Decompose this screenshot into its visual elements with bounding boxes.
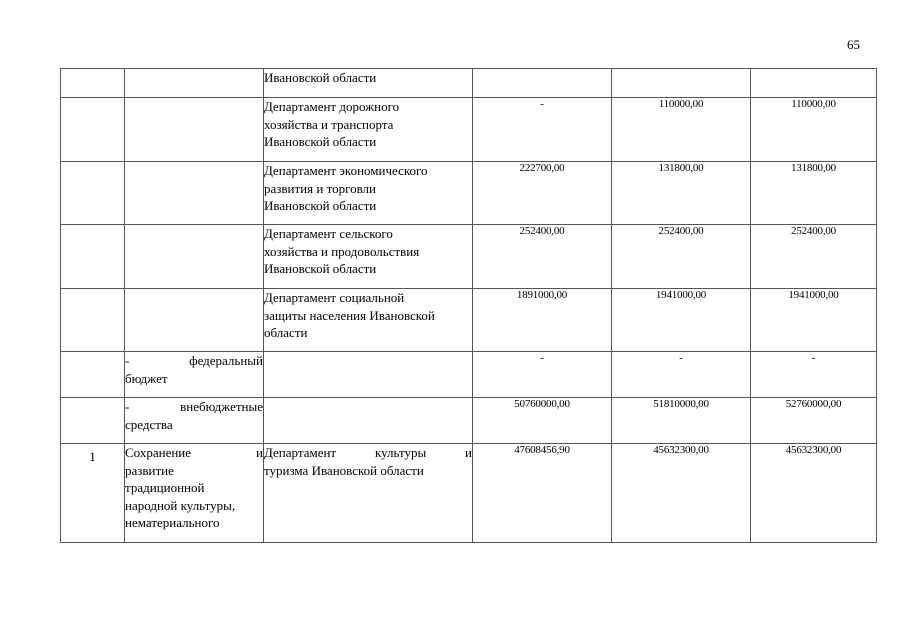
executor-cell (264, 444, 473, 543)
table-row (61, 444, 877, 543)
executor-cell (264, 289, 473, 352)
executor-cell (264, 225, 473, 289)
value-cell-year-1: 222700,00 (473, 162, 612, 225)
executor-text: туризма Ивановской области (264, 462, 424, 478)
executor-cell (264, 352, 473, 398)
value-cell-year-2 (612, 69, 751, 98)
executor-cell (264, 398, 473, 444)
table-row (61, 98, 877, 162)
funding-source-text: народной культуры, (125, 497, 236, 513)
table-row (61, 162, 877, 225)
funding-source-cell (125, 162, 264, 225)
executor-text: Ивановской области (264, 70, 377, 85)
value-cell-year-1: 47608456,90 (473, 444, 612, 543)
executor-text: Ивановской области (264, 134, 377, 149)
value-cell-year-3: 131800,00 (751, 162, 877, 225)
table-row (61, 69, 877, 98)
row-number-cell (61, 398, 125, 444)
funding-source-cell (125, 444, 264, 543)
value-cell-year-3: 45632300,00 (751, 444, 877, 543)
table-row (61, 225, 877, 289)
row-number-cell (61, 289, 125, 352)
funding-source-text: бюджет (125, 370, 168, 386)
value-cell-year-2: 131800,00 (612, 162, 751, 225)
funding-source-text: нематериального (125, 515, 220, 530)
executor-text: Департамент дорожного (264, 99, 400, 114)
executor-text: Департамент социальной (264, 290, 405, 305)
budget-table (60, 68, 877, 543)
page-number: 65 (847, 37, 860, 52)
executor-text: защиты населения Ивановской (264, 307, 435, 323)
funding-source-text: средства (125, 416, 173, 432)
row-number-cell (61, 225, 125, 289)
executor-text: Департамент культуры и (264, 445, 472, 460)
value-cell-year-1: 50760000,00 (473, 398, 612, 444)
value-cell-year-2: 45632300,00 (612, 444, 751, 543)
executor-cell (264, 162, 473, 225)
value-cell-year-1: 252400,00 (473, 225, 612, 289)
value-cell-year-1: - (473, 98, 612, 162)
value-cell-year-3: 110000,00 (751, 98, 877, 162)
funding-source-text: традиционной (125, 480, 205, 495)
value-cell-year-3: - (751, 352, 877, 398)
row-number-cell (61, 98, 125, 162)
value-cell-year-2: 1941000,00 (612, 289, 751, 352)
executor-text: Ивановской области (264, 261, 377, 276)
value-cell-year-2: 110000,00 (612, 98, 751, 162)
row-number-cell (61, 352, 125, 398)
executor-text: Департамент экономического (264, 163, 428, 178)
funding-source-text: Сохранение и (125, 445, 263, 460)
executor-text: области (264, 325, 308, 340)
funding-source-cell (125, 352, 264, 398)
funding-source-cell (125, 69, 264, 98)
executor-text: хозяйства и транспорта (264, 116, 394, 132)
value-cell-year-3 (751, 69, 877, 98)
funding-source-cell (125, 225, 264, 289)
row-number-cell: 1 (61, 444, 125, 543)
funding-source-text: - федеральный (125, 353, 263, 368)
value-cell-year-1: - (473, 352, 612, 398)
value-cell-year-1: 1891000,00 (473, 289, 612, 352)
executor-cell (264, 98, 473, 162)
funding-source-cell (125, 98, 264, 162)
executor-text: Ивановской области (264, 198, 377, 213)
table-row (61, 289, 877, 352)
value-cell-year-3: 1941000,00 (751, 289, 877, 352)
funding-source-text: - внебюджетные (125, 399, 263, 414)
funding-source-cell (125, 289, 264, 352)
row-number-cell (61, 162, 125, 225)
value-cell-year-2: 51810000,00 (612, 398, 751, 444)
executor-text: развития и торговли (264, 180, 377, 196)
funding-source-text: развитие (125, 462, 174, 478)
value-cell-year-2: 252400,00 (612, 225, 751, 289)
value-cell-year-3: 52760000,00 (751, 398, 877, 444)
value-cell-year-3: 252400,00 (751, 225, 877, 289)
funding-source-cell (125, 398, 264, 444)
executor-cell (264, 69, 473, 98)
row-number-cell (61, 69, 125, 98)
table-row (61, 398, 877, 444)
table-row (61, 352, 877, 398)
value-cell-year-1 (473, 69, 612, 98)
executor-text: хозяйства и продовольствия (264, 243, 420, 259)
value-cell-year-2: - (612, 352, 751, 398)
executor-text: Департамент сельского (264, 226, 393, 241)
